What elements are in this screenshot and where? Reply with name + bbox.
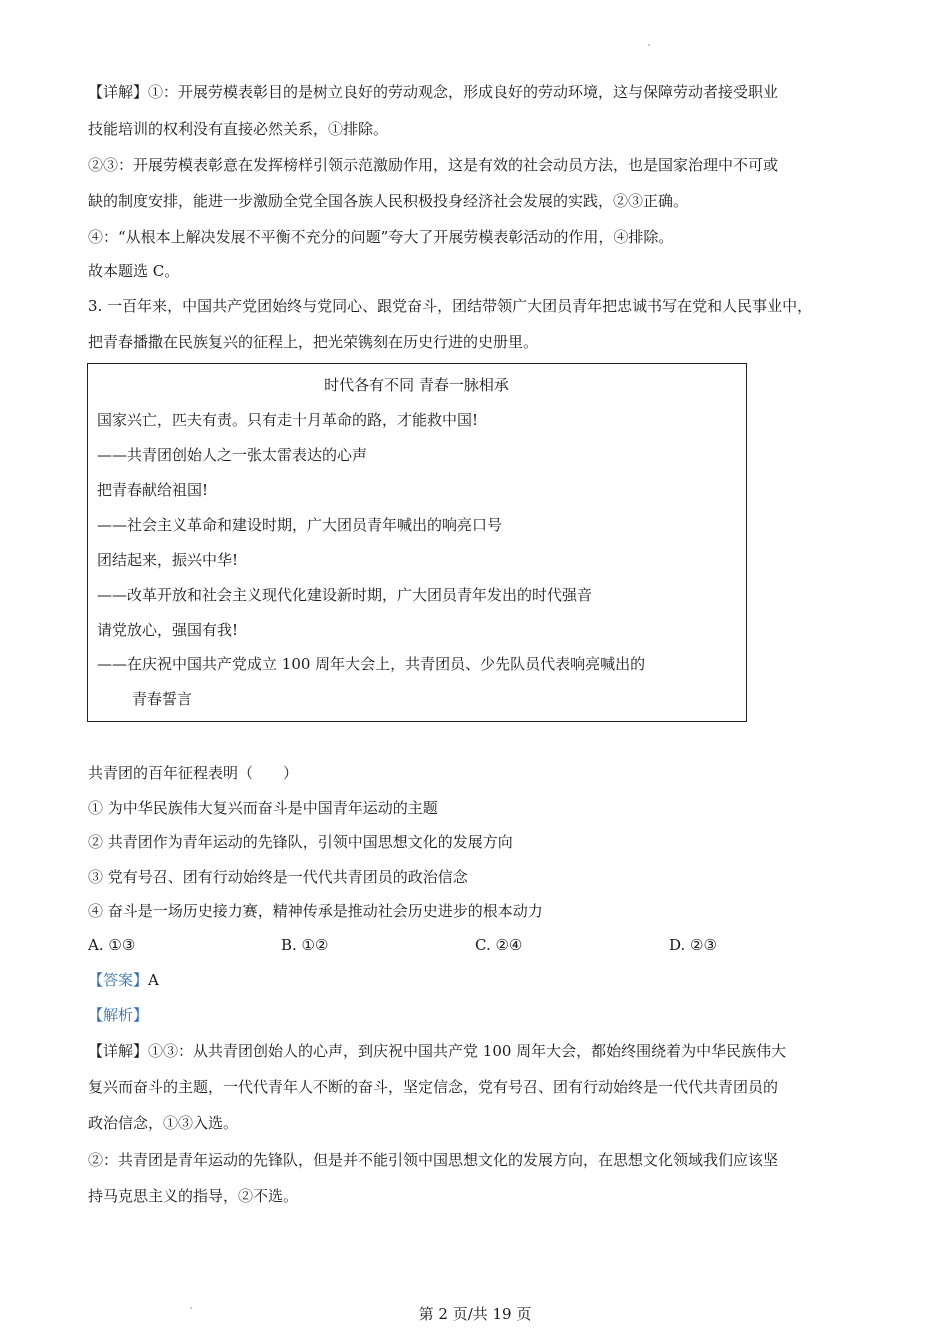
option-b: B. ①②	[281, 936, 329, 954]
prev-explain-line-1: 【详解】①：开展劳模表彰目的是树立良好的劳动观念，形成良好的劳动环境，这与保障劳动者接受职业	[88, 83, 779, 101]
prev-explain-line-3: ②③：开展劳模表彰意在发挥榜样引领示范激励作用，这是有效的社会动员方法，也是国家治理中不可或	[88, 156, 779, 174]
q3-stem-line-1: 3. 一百年来，中国共产党团始终与党同心、跟党奋斗，团结带领广大团员青年把忠诚书写在党和人民事业中，	[88, 297, 813, 315]
detail-line-4: ②：共青团是青年运动的先锋队，但是并不能引领中国思想文化的发展方向，在思想文化领域我们应该坚	[88, 1151, 779, 1169]
material-line: ——在庆祝中国共产党成立 100 周年大会上，共青团员、少先队员代表响亮喊出的	[97, 655, 646, 673]
page-footer: 第 2 页/共 19 页	[418, 1305, 532, 1323]
option-c: C. ②④	[475, 936, 523, 954]
detail-tag: 【详解】	[88, 1042, 149, 1060]
q3-question: 共青团的百年征程表明（ ）	[88, 764, 299, 782]
material-line: 团结起来，振兴中华!	[97, 551, 239, 569]
prev-explain-line-5: ④：“从根本上解决发展不平衡不充分的问题”夸大了开展劳模表彰活动的作用，④排除。	[88, 228, 674, 246]
answer-line	[88, 970, 159, 990]
option-a: A. ①③	[88, 936, 136, 954]
material-title: 时代各有不同 青春一脉相承	[324, 376, 509, 394]
statement-3: ③ 党有号召、团有行动始终是一代代共青团员的政治信念	[88, 868, 468, 886]
detail-line-2: 复兴而奋斗的主题，一代代青年人不断的奋斗，坚定信念，党有号召、团有行动始终是一代代共青团员的	[88, 1078, 779, 1096]
scan-dot	[648, 44, 650, 46]
prev-conclusion: 故本题选 C。	[88, 262, 180, 280]
statement-2: ② 共青团作为青年运动的先锋队，引领中国思想文化的发展方向	[88, 833, 513, 851]
material-line: ——改革开放和社会主义现代化建设新时期，广大团员青年发出的时代强音	[97, 586, 593, 604]
q3-stem-line-2: 把青春播撒在民族复兴的征程上，把光荣镌刻在历史行进的史册里。	[88, 333, 539, 351]
detail-line-1: 【详解】①③：从共青团创始人的心声，到庆祝中国共产党 100 周年大会，都始终围绕着为中华民族伟大	[88, 1042, 787, 1060]
analysis-tag: 【解析】	[88, 1006, 149, 1024]
material-line: 青春誓言	[132, 690, 193, 708]
statement-4: ④ 奋斗是一场历史接力赛，精神传承是推动社会历史进步的根本动力	[88, 902, 543, 920]
answer-tag: 【答案】	[88, 971, 149, 989]
detail-line-3: 政治信念，①③入选。	[88, 1114, 239, 1132]
prev-explain-line-2: 技能培训的权利没有直接必然关系，①排除。	[88, 120, 389, 138]
answer-value: A	[148, 971, 159, 989]
material-line: 国家兴亡，匹夫有责。只有走十月革命的路，才能救中国!	[97, 411, 479, 429]
explain-tag: 【详解】	[88, 83, 149, 101]
material-box	[87, 363, 747, 722]
material-line: ——共青团创始人之一张太雷表达的心声	[97, 446, 368, 464]
option-d: D. ②③	[669, 936, 717, 954]
prev-explain-line-4: 缺的制度安排，能进一步激励全党全国各族人民积极投身经济社会发展的实践，②③正确。	[88, 192, 689, 210]
material-line: ——社会主义革命和建设时期，广大团员青年喊出的响亮口号	[97, 516, 503, 534]
detail-line-5: 持马克思主义的指导，②不选。	[88, 1187, 299, 1205]
material-line: 把青春献给祖国!	[97, 481, 209, 499]
material-line: 请党放心，强国有我!	[97, 621, 239, 639]
statement-1: ① 为中华民族伟大复兴而奋斗是中国青年运动的主题	[88, 799, 438, 817]
